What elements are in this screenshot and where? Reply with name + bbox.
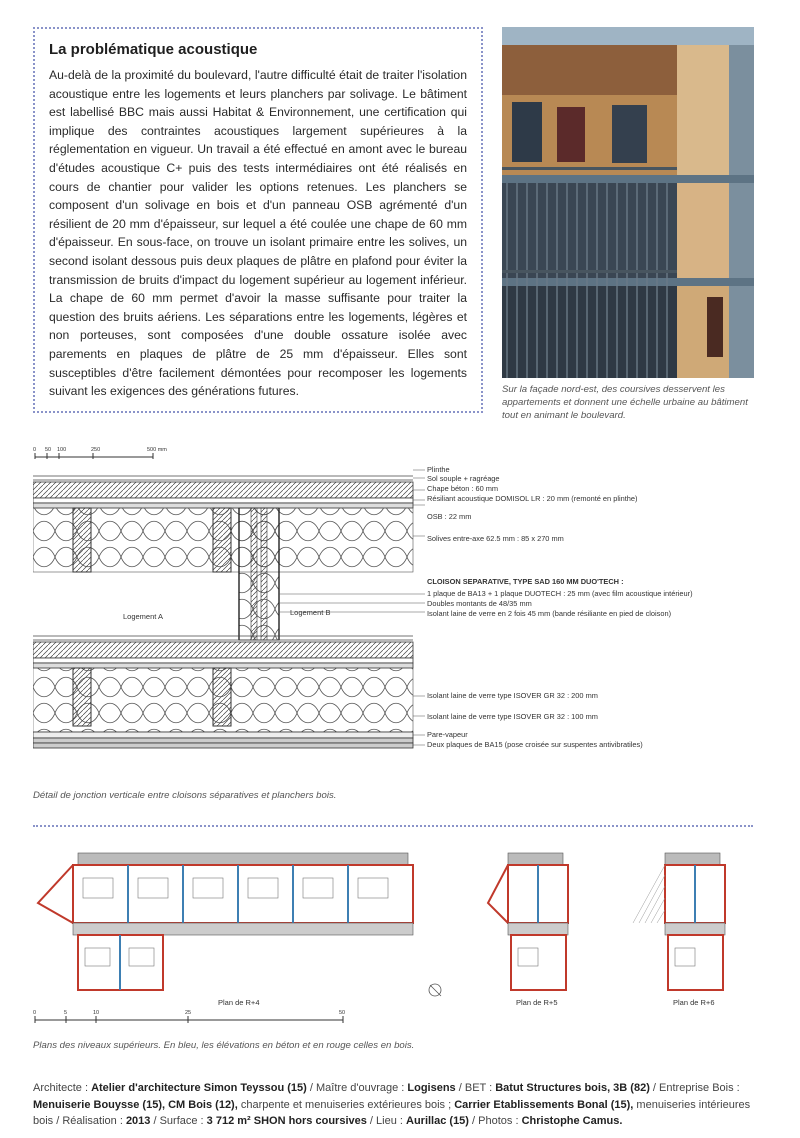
section-divider [33, 825, 753, 827]
label-cloison-title: CLOISON SEPARATIVE, TYPE SAD 160 MM DUO'TECH : [427, 577, 624, 586]
junction-detail-drawing [33, 440, 753, 780]
label-solives: Solives entre-axe 62.5 mm : 85 x 270 mm [427, 534, 564, 543]
logement-a-label: Logement A [123, 612, 164, 621]
scale-tick-label: 250 [91, 447, 101, 453]
label-montants: Doubles montants de 48/35 mm [427, 599, 532, 608]
credit-surface: 3 712 m² SHON hors coursives [206, 1115, 367, 1127]
credit-text: menuiseries intérieures bois / Réalisation : [33, 1098, 751, 1127]
plan-r5-label: Plan de R+5 [516, 998, 558, 1007]
scale-tick-label: 50 [45, 447, 52, 453]
credit-text: / BET : [455, 1082, 496, 1094]
label-plaque: 1 plaque de BA13 + 1 plaque DUOTECH : 25 mm (avec film acoustique intérieur) [427, 589, 693, 598]
plan-scale-tick: 50 [339, 1010, 346, 1016]
plan-r4 [38, 853, 441, 1007]
label-sol: Sol souple + ragréage [427, 474, 500, 483]
label-isolant-200: Isolant laine de verre type ISOVER GR 32 : 200 mm [427, 691, 598, 700]
label-plinthe: Plinthe [427, 465, 450, 474]
credit-text: / Entreprise Bois : [649, 1082, 740, 1094]
plan-r6 [633, 853, 725, 1007]
detail-scale-bar [33, 447, 167, 459]
credit-location: Aurillac (15) [406, 1115, 469, 1127]
upper-floor [33, 476, 413, 572]
plan-scale-tick: 5 [64, 1010, 68, 1016]
facade-photo-drawing [502, 27, 754, 378]
label-resiliant: Résiliant acoustique DOMISOL LR : 20 mm (remonté en plinthe) [427, 494, 638, 503]
plan-scale-tick: 10 [93, 1010, 100, 1016]
credit-wood-company: Menuiserie Bouysse (15), CM Bois (12), [33, 1098, 238, 1111]
logement-b-label: Logement B [290, 608, 331, 617]
credit-photos: Christophe Camus. [521, 1115, 623, 1127]
detail-labels [427, 465, 693, 749]
credit-text: / Photos : [468, 1115, 522, 1127]
project-credits [33, 1080, 768, 1130]
acoustic-sidebar [33, 27, 483, 413]
scale-tick-label: 100 [57, 447, 67, 453]
label-isolant-cloison: Isolant laine de verre en 2 fois 45 mm (bande résiliante en pied de cloison) [427, 609, 672, 618]
credit-year: 2013 [125, 1115, 151, 1127]
label-isolant-100: Isolant laine de verre type ISOVER GR 32 : 100 mm [427, 712, 598, 721]
plan-scale-tick: 0 [33, 1010, 37, 1016]
lower-floor [33, 636, 413, 748]
plans-caption: Plans des niveaux supérieurs. En bleu, les élévations en béton et en rouge celles en bois. [33, 1040, 415, 1051]
plan-r4-label: Plan de R+4 [218, 998, 260, 1007]
credit-bet: Batut Structures bois, 3B (82) [495, 1082, 650, 1094]
scale-tick-label: 500 mm [147, 447, 167, 453]
detail-caption: Détail de jonction verticale entre cloisons séparatives et planchers bois. [33, 790, 337, 801]
label-ba15: Deux plaques de BA15 (pose croisée sur suspentes antivibratiles) [427, 740, 643, 749]
credit-text: Architecte : [33, 1082, 92, 1094]
sidebar-body: Au-delà de la proximité du boulevard, l'autre difficulté était de traiter l'isolation acoustique entre les logements et leurs planchers par solivage. Le bâtiment est labellisé BBC mais aussi Habitat & Environnement, une certification qui implique des contraintes acoustiques largement supérieures à la réglementation en vigueur. Un travail a été effectué en amont avec le bureau d'études acoustique C+ puis des tests intermédiaires ont été réalisés en cours de chantier pour valider les options retenues. Les planchers se composent d'un solivage en bois et d'un panneau OSB agrémenté d'un résilient de 20 mm d'épaisseur, sur lequel a été coulée une chape de 60 mm d'épaisseur. En sous-face, on trouve un isolant primaire entre les solives, un second isolant dessous puis deux plaques de plâtre en plafond pour éviter la transmission de bruits d'impact du logement supérieur au logement inférieur. La chape de 60 mm permet d'avoir la masse suffisante pour traiter la question des bruits aériens. Les séparations entre les logements, légères et non porteuses, sont composées d'une double ossature isolée avec parements en plaques de plâtre de 25 mm d'épaisseur. Elles sont susceptibles d'être facilement démontées pour recomposer les logements suivant les exigences des générations futures. [49, 68, 467, 399]
label-chape: Chape béton : 60 mm [427, 484, 499, 493]
credit-client: Logisens [407, 1082, 456, 1094]
scale-tick-label: 0 [33, 447, 37, 453]
partition-wall [239, 508, 279, 640]
label-pare-vapeur: Pare-vapeur [427, 730, 468, 739]
photo-caption: Sur la façade nord-est, des coursives desservent les appartements et donnent une échelle urbaine au bâtiment tout en animant le boulevard. [502, 384, 748, 421]
credit-text: charpente et menuiseries extérieures bois ; [237, 1098, 455, 1111]
facade-photo [502, 27, 754, 378]
floor-plans [33, 848, 753, 1033]
plan-r5 [488, 853, 568, 1007]
credit-text: / Maître d'ouvrage : [306, 1082, 408, 1094]
plan-r6-label: Plan de R+6 [673, 998, 715, 1007]
sidebar-title: La problématique acoustique [49, 41, 258, 58]
label-osb: OSB : 22 mm [427, 512, 472, 521]
credit-carrier: Carrier Etablissements Bonal (15), [454, 1098, 634, 1111]
credit-text: / Surface : [150, 1115, 207, 1127]
plan-scale-bar [33, 1010, 345, 1023]
plan-scale-tick: 25 [185, 1010, 192, 1016]
credit-text: / Lieu : [366, 1115, 406, 1127]
credit-architect: Atelier d'architecture Simon Teyssou (15) [91, 1082, 307, 1094]
